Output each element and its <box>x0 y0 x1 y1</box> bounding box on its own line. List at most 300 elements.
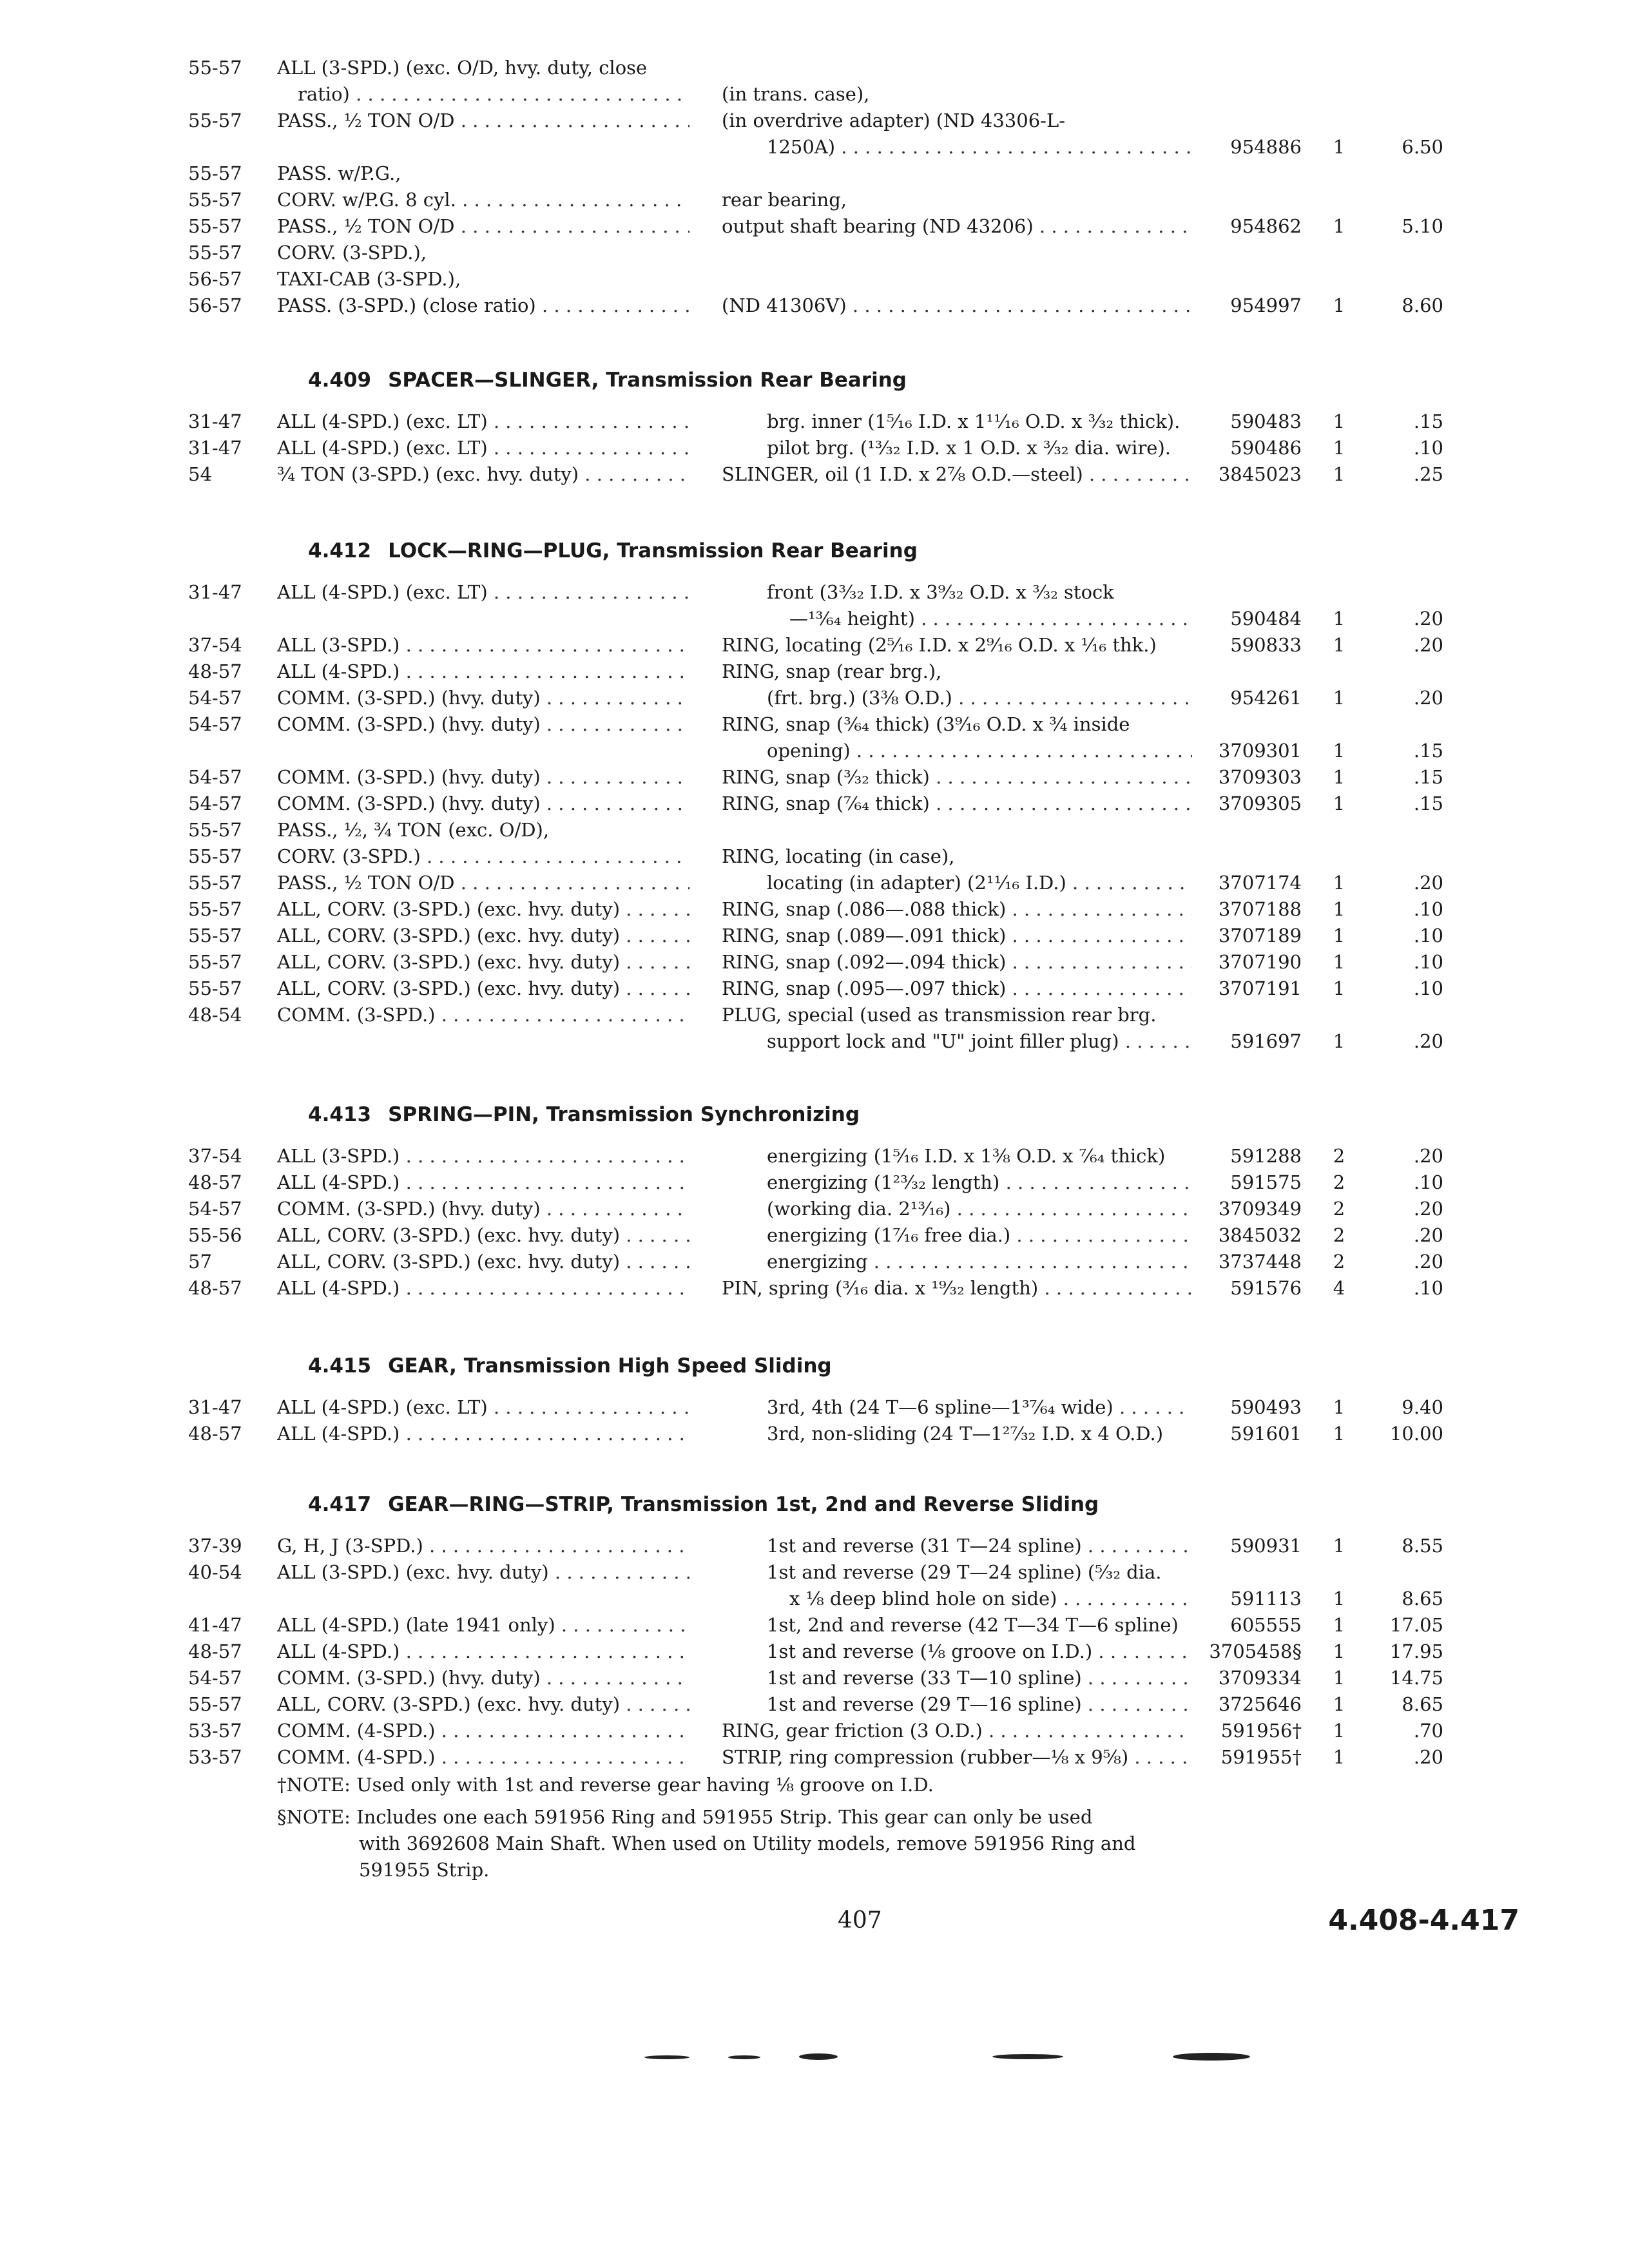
quantity: 1 <box>1333 1396 1345 1418</box>
quantity: 1 <box>1333 608 1345 629</box>
list-price: 8.65 <box>1402 1693 1443 1715</box>
dagger-note-text: †NOTE: Used only with 1st and reverse gear having ⅛ groove on I.D. <box>277 1774 934 1796</box>
model-application: COMM. (3-SPD.) . . . <box>277 1002 689 1028</box>
part-number: 591113 <box>1230 1588 1302 1610</box>
parts-row <box>0 923 1629 949</box>
part-number: 3707190 <box>1218 951 1302 973</box>
model-years: 37-54 <box>188 634 242 656</box>
quantity: 1 <box>1333 437 1345 459</box>
quantity: 1 <box>1333 136 1345 158</box>
part-number: 3845032 <box>1218 1224 1302 1246</box>
parts-row <box>0 1533 1629 1559</box>
scan-smudge <box>728 2055 760 2059</box>
part-description: energizing (1⁵⁄₁₆ I.D. x 1⅜ O.D. x ⁷⁄₆₄ thick) <box>767 1145 1166 1167</box>
part-number: 3705458§ <box>1209 1640 1302 1662</box>
list-price: .10 <box>1413 1171 1443 1193</box>
model-application: COMM. (3-SPD.) (hvy. duty) . . . <box>277 791 689 817</box>
model-application: ALL (4-SPD.) (exc. LT) . . . <box>277 435 689 461</box>
part-description: RING, snap (⁷⁄₆₄ thick) . . . <box>722 791 1192 817</box>
model-years: 37-54 <box>188 1145 242 1167</box>
part-description: RING, locating (in case), <box>722 845 955 867</box>
model-years: 54 <box>188 463 212 485</box>
list-price: 17.95 <box>1389 1640 1443 1662</box>
part-number: 954886 <box>1230 136 1302 158</box>
model-application: ALL (3-SPD.) . . . <box>277 632 689 658</box>
part-number: 590931 <box>1230 1535 1302 1557</box>
model-years: 55-57 <box>188 845 242 867</box>
parts-row <box>0 1586 1629 1612</box>
list-price: 8.60 <box>1402 294 1443 316</box>
parts-row <box>0 1421 1629 1447</box>
part-description: 1st, 2nd and reverse (42 T—34 T—6 spline) <box>767 1614 1179 1636</box>
part-description: RING, gear friction (3 O.D.) . . . <box>722 1718 1192 1744</box>
part-description: energizing . . . <box>767 1249 1192 1275</box>
model-application: ALL (4-SPD.) . . . <box>277 658 689 685</box>
part-description: (in overdrive adapter) (ND 43306-L- <box>722 110 1066 131</box>
quantity: 1 <box>1333 1614 1345 1636</box>
quantity: 1 <box>1333 1667 1345 1689</box>
model-years: 55-57 <box>188 925 242 947</box>
model-years: 55-57 <box>188 872 242 894</box>
parts-row <box>0 266 1629 293</box>
model-application: ALL, CORV. (3-SPD.) (exc. hvy. duty) . . . <box>277 896 689 923</box>
section-4-412 <box>0 532 1629 1055</box>
part-number: 3707188 <box>1218 898 1302 920</box>
parts-row <box>0 817 1629 843</box>
section-note-line-2: with 3692608 Main Shaft. When used on Utility models, remove 591956 Ring and <box>359 1832 1136 1854</box>
list-price: .15 <box>1413 793 1443 814</box>
scan-smudge <box>992 2054 1063 2059</box>
quantity: 1 <box>1333 925 1345 947</box>
parts-row <box>0 685 1629 711</box>
model-application: COMM. (3-SPD.) (hvy. duty) . . . <box>277 1665 689 1691</box>
quantity: 1 <box>1333 977 1345 999</box>
quantity: 2 <box>1333 1198 1345 1220</box>
part-description: 3rd, 4th (24 T—6 spline—1³⁷⁄₆₄ wide) . . . <box>767 1394 1192 1421</box>
quantity: 2 <box>1333 1224 1345 1246</box>
part-description: 1st and reverse (33 T—10 spline) . . . <box>767 1665 1192 1691</box>
part-number: 591288 <box>1230 1145 1302 1167</box>
parts-row <box>0 975 1629 1002</box>
quantity: 1 <box>1333 1423 1345 1445</box>
part-description: x ⅛ deep blind hole on side) . . . <box>789 1586 1192 1612</box>
model-application: ALL (4-SPD.) (exc. LT) . . . <box>277 408 689 435</box>
model-years: 53-57 <box>188 1746 242 1768</box>
part-description: RING, snap (.092—.094 thick) . . . <box>722 949 1192 975</box>
list-price: 17.05 <box>1389 1614 1443 1636</box>
model-years: 31-47 <box>188 437 242 459</box>
section-number: 4.413 <box>308 1103 372 1126</box>
parts-row <box>0 1275 1629 1302</box>
quantity: 1 <box>1333 766 1345 788</box>
model-years: 54-57 <box>188 1667 242 1689</box>
quantity: 1 <box>1333 740 1345 762</box>
part-description: 3rd, non-sliding (24 T—1²⁷⁄₃₂ I.D. x 4 O.D.) <box>767 1423 1164 1445</box>
model-application: TAXI-CAB (3-SPD.), <box>277 268 461 290</box>
parts-row <box>0 1222 1629 1249</box>
part-number: 590493 <box>1230 1396 1302 1418</box>
section-number: 4.409 <box>308 369 372 392</box>
list-price: 5.10 <box>1402 215 1443 237</box>
part-description: RING, locating (2⁵⁄₁₆ I.D. x 2⁹⁄₁₆ O.D. x ¹⁄₁₆ thk.) <box>722 634 1157 656</box>
list-price: .10 <box>1413 925 1443 947</box>
section-4-415 <box>0 1347 1629 1447</box>
quantity: 1 <box>1333 294 1345 316</box>
model-years: 55-57 <box>188 951 242 973</box>
part-description: (frt. brg.) (3⅜ O.D.) . . . <box>767 685 1192 711</box>
parts-row <box>0 1639 1629 1665</box>
model-years: 31-47 <box>188 1396 242 1418</box>
model-years: 54-57 <box>188 713 242 735</box>
model-years: 54-57 <box>188 1198 242 1220</box>
part-number: 3707174 <box>1218 872 1302 894</box>
quantity: 1 <box>1333 1720 1345 1742</box>
model-years: 48-54 <box>188 1004 242 1026</box>
section-heading <box>0 1347 1629 1385</box>
model-years: 31-47 <box>188 581 242 603</box>
part-number: 3709349 <box>1218 1198 1302 1220</box>
part-number: 3707189 <box>1218 925 1302 947</box>
part-description: RING, snap (.095—.097 thick) . . . <box>722 975 1192 1002</box>
section-number: 4.417 <box>308 1493 372 1516</box>
part-description: RING, snap (³⁄₆₄ thick) (3⁹⁄₁₆ O.D. x ¾ inside <box>722 713 1130 735</box>
section-4-413 <box>0 1095 1629 1302</box>
parts-row <box>0 1196 1629 1222</box>
model-application: PASS., ½ TON O/D . . . <box>277 108 689 134</box>
section-heading <box>0 532 1629 570</box>
model-application: ALL (4-SPD.) (exc. LT) . . . <box>277 579 689 606</box>
parts-row <box>0 1691 1629 1718</box>
model-application: ALL, CORV. (3-SPD.) (exc. hvy. duty) . . . <box>277 923 689 949</box>
list-price: .15 <box>1413 410 1443 432</box>
part-description: 1st and reverse (29 T—24 spline) (⁵⁄₃₂ dia. <box>767 1561 1162 1583</box>
quantity: 2 <box>1333 1171 1345 1193</box>
parts-row <box>0 435 1629 461</box>
model-application: COMM. (3-SPD.) (hvy. duty) . . . <box>277 685 689 711</box>
page-number: 407 <box>838 1907 882 1934</box>
part-description: STRIP, ring compression (rubber—⅛ x 9⅝) . . . <box>722 1744 1192 1771</box>
part-description: (ND 41306V) . . . <box>722 293 1192 319</box>
model-years: 53-57 <box>188 1720 242 1742</box>
section-4-409 <box>0 361 1629 488</box>
parts-row <box>0 949 1629 975</box>
part-description: RING, snap (.086—.088 thick) . . . <box>722 896 1192 923</box>
section-note-line-3: 591955 Strip. <box>359 1859 490 1881</box>
model-years: 40-54 <box>188 1561 242 1583</box>
quantity: 1 <box>1333 951 1345 973</box>
model-years: 48-57 <box>188 1640 242 1662</box>
model-application: ALL (3-SPD.) (exc. hvy. duty) . . . <box>277 1559 689 1586</box>
model-years: 55-57 <box>188 1693 242 1715</box>
part-number: 590833 <box>1230 634 1302 656</box>
section-number: 4.415 <box>308 1354 372 1378</box>
part-number: 3737448 <box>1218 1251 1302 1273</box>
model-years: 55-56 <box>188 1224 242 1246</box>
parts-row <box>0 791 1629 817</box>
list-price: .10 <box>1413 898 1443 920</box>
part-number: 591956† <box>1220 1720 1302 1742</box>
part-number: 590484 <box>1230 608 1302 629</box>
list-price: 8.55 <box>1402 1535 1443 1557</box>
part-description: energizing (1²³⁄₃₂ length) . . . <box>767 1169 1192 1196</box>
part-description: 1st and reverse (⅛ groove on I.D.) . . . <box>767 1639 1192 1665</box>
part-description: 1st and reverse (29 T—16 spline) . . . <box>767 1691 1192 1718</box>
part-description: output shaft bearing (ND 43206) . . . <box>722 213 1192 240</box>
section-heading <box>0 361 1629 399</box>
part-description: (working dia. 2¹³⁄₁₆) . . . <box>767 1196 1192 1222</box>
model-years: 54-57 <box>188 793 242 814</box>
scan-smudge <box>1173 2053 1250 2061</box>
part-description: pilot brg. (¹³⁄₃₂ I.D. x 1 O.D. x ³⁄₃₂ dia. wire). <box>767 437 1171 459</box>
model-years: 31-47 <box>188 410 242 432</box>
model-years: 41-47 <box>188 1614 242 1636</box>
list-price: .15 <box>1413 740 1443 762</box>
part-number: 954997 <box>1230 294 1302 316</box>
section-title: LOCK—RING—PLUG, Transmission Rear Bearing <box>388 539 918 562</box>
parts-row <box>0 606 1629 632</box>
list-price: .20 <box>1413 1251 1443 1273</box>
list-price: .10 <box>1413 437 1443 459</box>
scan-smudge <box>799 2053 838 2060</box>
model-application: PASS., ½ TON O/D . . . <box>277 213 689 240</box>
quantity: 2 <box>1333 1145 1345 1167</box>
part-description: energizing (1⁷⁄₁₆ free dia.) . . . <box>767 1222 1192 1249</box>
model-application: COMM. (4-SPD.) . . . <box>277 1744 689 1771</box>
part-description: RING, snap (.089—.091 thick) . . . <box>722 923 1192 949</box>
quantity: 1 <box>1333 410 1345 432</box>
model-application: COMM. (3-SPD.) (hvy. duty) . . . <box>277 711 689 738</box>
quantity: 1 <box>1333 687 1345 709</box>
part-number: 3709305 <box>1218 793 1302 814</box>
model-years: 55-57 <box>188 189 242 211</box>
model-application: ALL (4-SPD.) (late 1941 only) . . . <box>277 1612 689 1639</box>
model-years: 48-57 <box>188 1423 242 1445</box>
parts-row <box>0 293 1629 319</box>
model-application: ALL (4-SPD.) . . . <box>277 1421 689 1447</box>
section-range: 4.408-4.417 <box>1328 1904 1519 1937</box>
part-description: PIN, spring (³⁄₁₆ dia. x ¹⁹⁄₃₂ length) . . . <box>722 1275 1192 1302</box>
parts-row <box>0 461 1629 488</box>
model-application: CORV. (3-SPD.) . . . <box>277 843 689 870</box>
quantity: 1 <box>1333 1535 1345 1557</box>
parts-row <box>0 187 1629 213</box>
part-description: front (3³⁄₃₂ I.D. x 3⁹⁄₃₂ O.D. x ³⁄₃₂ stock <box>767 581 1114 603</box>
section-heading <box>0 1095 1629 1134</box>
quantity: 1 <box>1333 898 1345 920</box>
part-description: RING, snap (³⁄₃₂ thick) . . . <box>722 764 1192 791</box>
section-number: 4.412 <box>308 539 372 562</box>
parts-row <box>0 81 1629 108</box>
parts-row <box>0 1028 1629 1055</box>
model-application: PASS., ½ TON O/D . . . <box>277 870 689 896</box>
model-application: ALL, CORV. (3-SPD.) (exc. hvy. duty) . . . <box>277 1222 689 1249</box>
list-price: .20 <box>1413 1030 1443 1052</box>
parts-row <box>0 1559 1629 1586</box>
parts-row <box>0 632 1629 658</box>
model-application: ALL, CORV. (3-SPD.) (exc. hvy. duty) . . . <box>277 949 689 975</box>
part-number: 591955† <box>1220 1746 1302 1768</box>
parts-row <box>0 1718 1629 1744</box>
model-years: 48-57 <box>188 1277 242 1299</box>
list-price: 14.75 <box>1389 1667 1443 1689</box>
model-application: PASS. w/P.G., <box>277 162 401 184</box>
list-price: .20 <box>1413 1224 1443 1246</box>
parts-row <box>0 240 1629 266</box>
list-price: .20 <box>1413 872 1443 894</box>
model-application: G, H, J (3-SPD.) . . . <box>277 1533 689 1559</box>
model-application: ALL, CORV. (3-SPD.) (exc. hvy. duty) . . . <box>277 975 689 1002</box>
model-application: ALL (4-SPD.) . . . <box>277 1169 689 1196</box>
quantity: 1 <box>1333 793 1345 814</box>
quantity: 1 <box>1333 215 1345 237</box>
list-price: .25 <box>1413 463 1443 485</box>
parts-row <box>0 870 1629 896</box>
quantity: 1 <box>1333 463 1345 485</box>
model-application: ALL (4-SPD.) . . . <box>277 1275 689 1302</box>
part-description: 1250A) . . . <box>767 134 1192 160</box>
part-number: 3845023 <box>1218 463 1302 485</box>
model-application: ALL, CORV. (3-SPD.) (exc. hvy. duty) . . . <box>277 1691 689 1718</box>
model-application: ALL (3-SPD.) . . . <box>277 1143 689 1169</box>
list-price: .10 <box>1413 977 1443 999</box>
part-description: (in trans. case), <box>722 83 870 105</box>
parts-row <box>0 843 1629 870</box>
model-application: CORV. (3-SPD.), <box>277 242 427 264</box>
part-description: opening) . . . <box>767 738 1192 764</box>
model-years: 55-57 <box>188 162 242 184</box>
model-years: 55-57 <box>188 977 242 999</box>
list-price: .70 <box>1413 1720 1443 1742</box>
parts-row <box>0 55 1629 81</box>
parts-row <box>0 658 1629 685</box>
model-years: 57 <box>188 1251 212 1273</box>
parts-row <box>0 1744 1629 1771</box>
list-price: .10 <box>1413 951 1443 973</box>
part-description: support lock and "U" joint filler plug) . . . <box>767 1028 1192 1055</box>
parts-row <box>0 711 1629 738</box>
list-price: .20 <box>1413 608 1443 629</box>
model-years: 37-39 <box>188 1535 242 1557</box>
part-description: rear bearing, <box>722 189 847 211</box>
part-number: 954261 <box>1230 687 1302 709</box>
part-description: —¹³⁄₆₄ height) . . . <box>789 606 1192 632</box>
model-application: ALL (4-SPD.) . . . <box>277 1639 689 1665</box>
model-years: 55-57 <box>188 110 242 131</box>
quantity: 1 <box>1333 1588 1345 1610</box>
model-years: 54-57 <box>188 687 242 709</box>
parts-row <box>0 1612 1629 1639</box>
list-price: .15 <box>1413 766 1443 788</box>
list-price: 8.65 <box>1402 1588 1443 1610</box>
part-number: 3709301 <box>1218 740 1302 762</box>
section-title: GEAR—RING—STRIP, Transmission 1st, 2nd and Reverse Sliding <box>388 1493 1099 1516</box>
parts-row <box>0 134 1629 160</box>
parts-row <box>0 1143 1629 1169</box>
parts-row <box>0 1665 1629 1691</box>
parts-row <box>0 896 1629 923</box>
part-number: 591576 <box>1230 1277 1302 1299</box>
quantity: 1 <box>1333 872 1345 894</box>
model-application: CORV. w/P.G. 8 cyl. . . . <box>277 187 689 213</box>
model-years: 48-57 <box>188 660 242 682</box>
model-years: 54-57 <box>188 766 242 788</box>
quantity: 1 <box>1333 1746 1345 1768</box>
model-application: ALL (4-SPD.) (exc. LT) . . . <box>277 1394 689 1421</box>
section-heading <box>0 1485 1629 1524</box>
part-description: SLINGER, oil (1 I.D. x 2⅞ O.D.—steel) . . . <box>722 461 1192 488</box>
parts-row <box>0 408 1629 435</box>
quantity: 1 <box>1333 1030 1345 1052</box>
model-application: ratio) . . . <box>298 81 689 108</box>
parts-row <box>0 213 1629 240</box>
parts-row <box>0 1394 1629 1421</box>
parts-row <box>0 108 1629 134</box>
list-price: .20 <box>1413 1198 1443 1220</box>
part-number: 590483 <box>1230 410 1302 432</box>
list-price: 6.50 <box>1402 136 1443 158</box>
quantity: 1 <box>1333 1693 1345 1715</box>
list-price: 9.40 <box>1402 1396 1443 1418</box>
model-years: 55-57 <box>188 215 242 237</box>
part-description: locating (in adapter) (2¹¹⁄₁₆ I.D.) . . . <box>767 870 1192 896</box>
model-application: ALL (3-SPD.) (exc. O/D, hvy. duty, close <box>277 57 648 79</box>
part-description: RING, snap (rear brg.), <box>722 660 942 682</box>
part-number: 590486 <box>1230 437 1302 459</box>
quantity: 1 <box>1333 634 1345 656</box>
part-number: 3725646 <box>1218 1693 1302 1715</box>
parts-row <box>0 160 1629 187</box>
parts-row <box>0 1002 1629 1028</box>
model-application: COMM. (3-SPD.) (hvy. duty) . . . <box>277 764 689 791</box>
model-years: 56-57 <box>188 294 242 316</box>
list-price: .20 <box>1413 634 1443 656</box>
list-price: .20 <box>1413 1145 1443 1167</box>
model-years: 55-57 <box>188 819 242 841</box>
part-number: 3707191 <box>1218 977 1302 999</box>
model-years: 55-57 <box>188 898 242 920</box>
section-title: SPACER—SLINGER, Transmission Rear Bearing <box>388 369 907 392</box>
part-description: PLUG, special (used as transmission rear brg. <box>722 1004 1157 1026</box>
model-application: COMM. (3-SPD.) (hvy. duty) . . . <box>277 1196 689 1222</box>
list-price: .10 <box>1413 1277 1443 1299</box>
model-application: ALL, CORV. (3-SPD.) (exc. hvy. duty) . . . <box>277 1249 689 1275</box>
model-application: ¾ TON (3-SPD.) (exc. hvy. duty) . . . <box>277 461 689 488</box>
part-number: 954862 <box>1230 215 1302 237</box>
parts-row <box>0 579 1629 606</box>
section-note <box>277 1804 1218 1883</box>
model-application: PASS., ½, ¾ TON (exc. O/D), <box>277 819 550 841</box>
model-application: COMM. (4-SPD.) . . . <box>277 1718 689 1744</box>
model-years: 55-57 <box>188 57 242 79</box>
model-years: 55-57 <box>188 242 242 264</box>
part-number: 605555 <box>1230 1614 1302 1636</box>
dagger-note <box>277 1772 1218 1798</box>
section-note-line-1: §NOTE: Includes one each 591956 Ring and 591955 Strip. This gear can only be used <box>277 1806 1093 1828</box>
part-description: 1st and reverse (31 T—24 spline) . . . <box>767 1533 1192 1559</box>
parts-row <box>0 764 1629 791</box>
part-number: 591697 <box>1230 1030 1302 1052</box>
scan-smudge <box>644 2055 689 2059</box>
parts-row <box>0 1249 1629 1275</box>
list-price: 10.00 <box>1389 1423 1443 1445</box>
part-number: 3709334 <box>1218 1667 1302 1689</box>
list-price: .20 <box>1413 1746 1443 1768</box>
model-years: 48-57 <box>188 1171 242 1193</box>
section-title: GEAR, Transmission High Speed Sliding <box>388 1354 832 1378</box>
quantity: 1 <box>1333 1640 1345 1662</box>
model-years: 56-57 <box>188 268 242 290</box>
quantity: 2 <box>1333 1251 1345 1273</box>
